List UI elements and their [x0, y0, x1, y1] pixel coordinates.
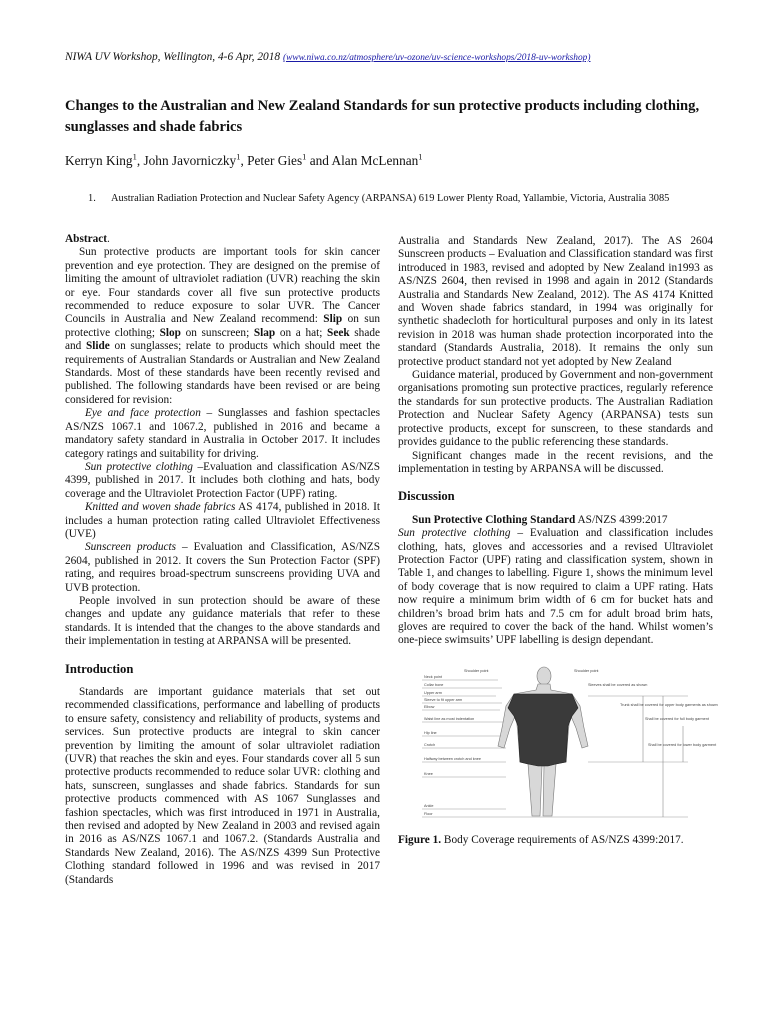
affiliation-text: Australian Radiation Protection and Nuclear Safety Agency (ARPANSA) 619 Lower Plenty Road, Yallambie, Victoria, Australia 3085	[111, 193, 670, 204]
author-separator: and	[306, 153, 332, 168]
fig-label: Collar bone	[424, 682, 444, 687]
abstract-item-clothing: Sun protective clothing –Evaluation and classification AS/NZS 4399, published in 2017. It includes both clothing and hats, body coverage and the Ultraviolet Protection Factor (UPF) rating.	[65, 460, 380, 500]
fig-label: Shoulder point	[464, 668, 489, 673]
abstract-item-eye: Eye and face protection – Sunglasses and fashion spectacles AS/NZS 1067.1 and 1067.2, published in 2016 and became a mandatory safety standard in Australia in October 2017. It includes category ratings and suitability for driving.	[65, 407, 380, 460]
fig-label: Shall be covered for full body garment	[645, 716, 709, 721]
fig-label: Shall be covered for lower body garment	[648, 742, 717, 747]
author-separator: ,	[136, 153, 144, 168]
discussion-paragraph: Sun protective clothing – Evaluation and classification includes clothing, hats, gloves and accessories and a revised Ultraviolet Protection Factor (UPF) rating and classification system, shown in Table 1, and changes to labelling. Figure 1, shows the minimum level of body coverage that is now required to claim a UPF rating. Hats now require a minimum brim width of 6 cm for bucket hats and children’s broad brim hats and 7.5 cm for adult broad brim hats, gloves are required to cover the back of the hand. Whilst women’s one-piece swimsuits’ UPF labelling is design dependant.	[398, 527, 713, 647]
header-venue: NIWA UV Workshop, Wellington, 4-6 Apr, 2018	[65, 51, 281, 63]
author-affil-sup: 1	[418, 151, 423, 162]
author-affil-sup: 1	[236, 151, 241, 162]
fig-label: Upper arm	[424, 690, 442, 695]
left-column	[65, 233, 380, 887]
page-header	[65, 51, 725, 63]
right-column	[398, 235, 718, 847]
figure-caption: Figure 1. Body Coverage requirements of AS/NZS 4399:2017.	[398, 833, 684, 846]
fig-label: Hip line	[424, 730, 437, 735]
introduction-paragraph-3: Significant changes made in the recent revisions, and the implementation in testing by ARPANSA will be discussed.	[398, 449, 713, 475]
fig-label: Sleeves shall be covered as shown	[588, 682, 648, 687]
body-coverage-diagram	[398, 666, 718, 826]
author-name: Kerryn King	[65, 153, 133, 168]
fig-label: Floor	[424, 811, 433, 816]
fig-label: Halfway between crotch and knee	[424, 756, 481, 761]
author-name: John Javorniczky	[143, 153, 237, 168]
abstract-heading: Abstract.	[65, 233, 110, 245]
introduction-paragraph-1: Standards are important guidance materials that set out recommended classifications, performance and labelling of products to ensure safety, consistency and reliability of products, systems and services. Sun protective products are integral to skin cancer prevention by limiting the amount of solar ultraviolet radiation (UVR) that reaches the skin and eyes. Four standards cover all 5 sun protective products recommended to reduce solar UVR: clothing and hats, sunscreen, sunglasses and shade fabrics. Standards for sun protective products commenced with AS 1067 Sunglasses and fashion spectacles, which was first introduced in 1971 in Australia, then revised and adopted by New Zealand in 2003 and revised again in 2016 as AS/NZS 1067.1 and 1067.2. (Standards Australia and Standards New Zealand, 2016). The AS/NZS 4399 Sun Protective Clothing standard followed in 1996 and was revised in 2017 (Standards	[65, 686, 380, 886]
subsection-heading: Sun Protective Clothing Standard AS/NZS 4399:2017	[412, 513, 668, 526]
paper-title: Changes to the Australian and New Zealand Standards for sun protective products including clothing, sunglasses and shade fabrics	[65, 98, 700, 135]
author-affil-sup: 1	[302, 151, 307, 162]
introduction-paragraph-1-continued: Australia and Standards New Zealand, 2017). The AS 2604 Sunscreen products – Evaluation and Classification standard was first introduced in 1983, revised and adopted by New Zealand in1993 as AS/NZS 2604, then revised in 1998 and again in 2012 (Standards Australia and Standards New Zealand, 2012). The AS 4174 Knitted and Woven shade fabrics standard, in 1994 was originally for synthetic shadecloth for horticultural purposes and only in its latest revision in 2018 was human shade protection incorporated into the standard (Standards Australia, 2018). It remains the only sun protective product standard not yet adopted by New Zealand	[398, 235, 713, 368]
header-url-link[interactable]: (www.niwa.co.nz/atmosphere/uv-ozone/uv-science-workshops/2018-uv-workshop)	[282, 53, 591, 63]
abstract-item-shade: Knitted and woven shade fabrics AS 4174, published in 2018. It includes a human protection rating called Ultraviolet Effectiveness (UVE)	[65, 501, 380, 540]
section-heading-introduction: Introduction	[65, 661, 134, 676]
author-list	[65, 153, 705, 169]
fig-label: Elbow	[424, 704, 435, 709]
abstract-paragraph: Sun protective products are important tools for skin cancer prevention and eye protection. They are designed on the premise of limiting the amount of ultraviolet radiation (UVR) reaching the skin or eye. Four standards cover all five sun protective products recommended to reduce exposure to solar UVR. The Cancer Councils in Australia and New Zealand recommend: Slip on sun protective clothing; Slop on sunscreen; Slap on a hat; Seek shade and Slide on sunglasses; relate to products which should meet the requirements of Australian Standards or Australian and New Zealand Standards. Most of these standards have been recently revised and published. The following standards have been revised or are being considered for revision:	[65, 246, 381, 406]
fig-label: Sleeve to fit upper arm	[424, 697, 463, 702]
fig-label: Crotch	[424, 742, 436, 747]
abstract-paragraph-last: People involved in sun protection should be aware of these changes and update any guidance materials that refer to these standards. It is intended that the changes to the above standards and their implementation in testing at ARPANSA will be presented.	[65, 594, 380, 648]
author-name: Peter Gies	[247, 153, 303, 168]
fig-label: Waist line as most indentation	[424, 716, 475, 721]
fig-label: Ankle	[424, 803, 434, 808]
introduction-paragraph-2: Guidance material, produced by Government and non-government organisations promoting sun protective practices, regularly reference the standards for sun protective products. The Australian Radiation Protection and Nuclear Safety Agency (ARPANSA) tests sun protective products, except for sunscreen, to these standards and provides guidance to the public referencing these standards.	[398, 369, 713, 449]
fig-label: Neck point	[424, 674, 442, 679]
author-affil-sup: 1	[132, 151, 137, 162]
fig-label: Knee	[424, 771, 433, 776]
fig-label: Shoulder point	[574, 668, 599, 673]
author-name: Alan McLennan	[331, 153, 419, 168]
author-separator: ,	[240, 153, 248, 168]
abstract-item-sunscreen: Sunscreen products – Evaluation and Classification, AS/NZS 2604, published in 2012. It covers the Sun Protection Factor (SPF) rating, and requires broad-spectrum sunscreens providing UVA and UVB protection.	[65, 541, 380, 594]
section-heading-discussion: Discussion	[398, 489, 455, 504]
affiliation-number: 1.	[88, 193, 96, 204]
figure-body-coverage	[398, 666, 718, 826]
fig-label: Trunk shall be covered for upper body garments as shown	[620, 702, 718, 707]
